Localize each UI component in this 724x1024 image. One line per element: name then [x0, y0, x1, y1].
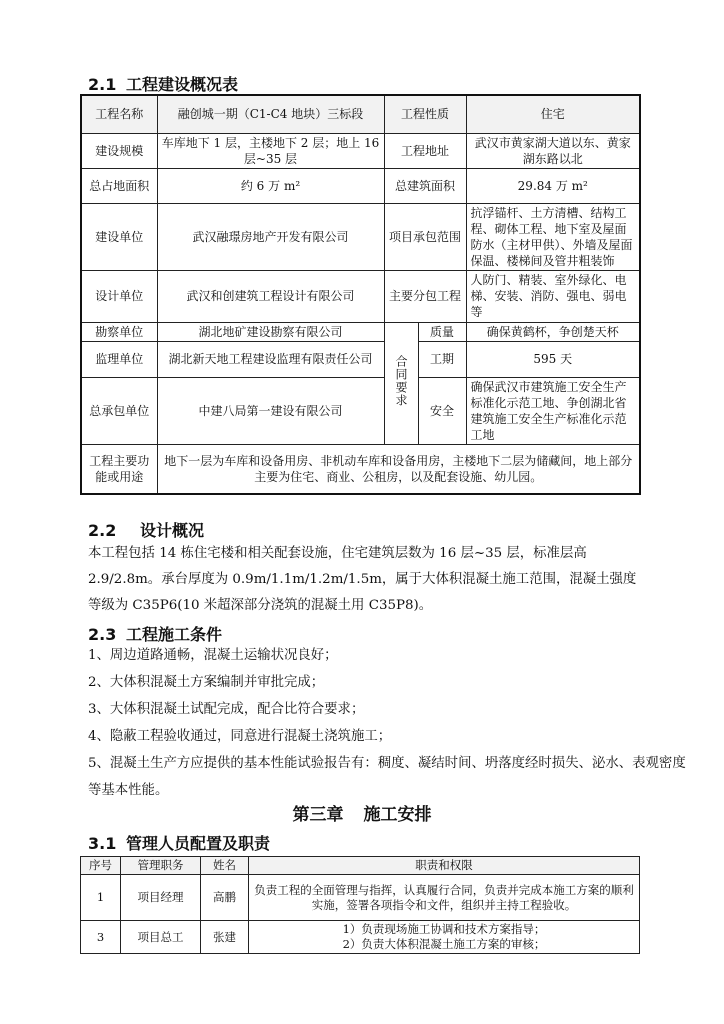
- label-cell: 工程主要功能或用途: [81, 444, 157, 494]
- label-cell: 建设单位: [81, 203, 157, 270]
- duty-cell: [249, 921, 640, 954]
- value-cell: 人防门、精装、室外绿化、电梯、安装、消防、强电、弱电等: [466, 270, 640, 322]
- section-2-2-heading: [88, 518, 204, 541]
- value-cell: 住宅: [466, 95, 640, 133]
- value-cell: 中建八局第一建设有限公司: [157, 377, 384, 444]
- value-cell: 确保武汉市建筑施工安全生产标准化示范工地、争创湖北省建筑施工安全生产标准化示范工地: [466, 377, 640, 444]
- label-cell: 总占地面积: [81, 168, 157, 203]
- label-cell: 项目承包范围: [384, 203, 466, 270]
- list-item: 5、混凝土生产方应提供的基本性能试验报告有：稠度、凝结时间、坍落度经时损失、泌水、表观密度等基本性能。: [88, 756, 686, 798]
- section-2-1-heading: [88, 72, 238, 95]
- design-overview-paragraph: 本工程包括 14 栋住宅楼和相关配套设施，住宅建筑层数为 16 层~35 层，标准层高 2.9/2.8m。承台厚度为 0.9m/1.1m/1.2m/1.5m，属于大体积混凝土施工范围，混凝土强度等级为 C35P6(10 米超深部分浇筑的混凝土用 C35P8)。: [88, 546, 637, 613]
- label-cell: 工程名称: [81, 95, 157, 133]
- chapter-number: 第三章: [292, 805, 344, 825]
- staff-responsibility-table: [80, 856, 640, 954]
- value-cell: 武汉市黄家湖大道以东、黄家湖东路以北: [466, 133, 640, 168]
- table-header-row: [81, 857, 640, 875]
- column-header: 姓名: [201, 857, 249, 875]
- name-cell: 高鹏: [201, 875, 249, 921]
- value-cell: 595 天: [466, 341, 640, 377]
- list-item: 4、隐蔽工程验收通过，同意进行混凝土浇筑施工；: [88, 729, 392, 744]
- value-cell: 车库地下 1 层，主楼地下 2 层；地上 16 层~35 层: [157, 133, 384, 168]
- value-cell: 融创城一期（C1-C4 地块）三标段: [157, 95, 384, 133]
- value-cell: 约 6 万 m²: [157, 168, 384, 203]
- label-cell: 工程地址: [384, 133, 466, 168]
- table-row: [81, 270, 640, 322]
- value-cell: 确保黄鹤杯，争创楚天杯: [466, 322, 640, 341]
- table-row: [81, 168, 640, 203]
- table-row: [81, 133, 640, 168]
- contract-requirements-label: 合同要求: [394, 355, 408, 407]
- label-cell: 监理单位: [81, 341, 157, 377]
- section-title: 设计概况: [140, 521, 205, 540]
- value-cell: 湖北新天地工程建设监理有限责任公司: [157, 341, 384, 377]
- value-cell: 武汉融璟房地产开发有限公司: [157, 203, 384, 270]
- section-number: 2.1: [88, 75, 117, 94]
- label-cell: 总承包单位: [81, 377, 157, 444]
- duty-cell: 负责工程的全面管理与指挥，认真履行合同，负责并完成本施工方案的顺利实施，签署各项指令和文件，组织并主持工程验收。: [249, 875, 640, 921]
- column-header: 职责和权限: [249, 857, 640, 875]
- construction-conditions-list: [88, 642, 688, 804]
- label-cell: 质量: [418, 322, 466, 341]
- duty-line: 2）负责大体积混凝土施工方案的审核；: [342, 937, 546, 951]
- table-row: [81, 875, 640, 921]
- value-cell: 武汉和创建筑工程设计有限公司: [157, 270, 384, 322]
- section-title: 管理人员配置及职责: [126, 834, 271, 853]
- chapter-title: 施工安排: [363, 805, 432, 825]
- list-item: 2、大体积混凝土方案编制并审批完成；: [88, 675, 325, 690]
- list-item: 3、大体积混凝土试配完成，配合比符合要求；: [88, 702, 365, 717]
- table-row: [81, 95, 640, 133]
- label-cell: 建设规模: [81, 133, 157, 168]
- table-row: [81, 444, 640, 494]
- table-row: [81, 377, 640, 444]
- number-cell: 3: [81, 921, 121, 954]
- value-cell: 地下一层为车库和设备用房、非机动车库和设备用房，主楼地下二层为储藏间，地上部分主要为住宅、商业、公租房，以及配套设施、幼儿园。: [157, 444, 640, 494]
- value-cell: 29.84 万 m²: [466, 168, 640, 203]
- table-row: [81, 341, 640, 377]
- role-cell: 项目总工: [121, 921, 201, 954]
- section-title: 工程建设概况表: [126, 75, 239, 94]
- table-row: [81, 322, 640, 341]
- name-cell: 张建: [201, 921, 249, 954]
- table-row: [81, 203, 640, 270]
- column-header: 管理职务: [121, 857, 201, 875]
- contract-requirements-cell: [384, 322, 418, 444]
- label-cell: 工程性质: [384, 95, 466, 133]
- label-cell: 安全: [418, 377, 466, 444]
- section-number: 2.2: [88, 521, 117, 540]
- label-cell: 工期: [418, 341, 466, 377]
- table-row: [81, 921, 640, 954]
- value-cell: 湖北地矿建设勘察有限公司: [157, 322, 384, 341]
- duty-line: 1）负责现场施工协调和技术方案指导；: [342, 922, 546, 936]
- section-number: 3.1: [88, 834, 117, 853]
- number-cell: 1: [81, 875, 121, 921]
- section-title: 工程施工条件: [126, 625, 223, 644]
- section-number: 2.3: [88, 625, 117, 644]
- label-cell: 主要分包工程: [384, 270, 466, 322]
- label-cell: 设计单位: [81, 270, 157, 322]
- column-header: 序号: [81, 857, 121, 875]
- label-cell: 总建筑面积: [384, 168, 466, 203]
- label-cell: 勘察单位: [81, 322, 157, 341]
- value-cell: 抗浮锚杆、土方清槽、结构工程、砌体工程、地下室及屋面防水（主材甲供）、外墙及屋面保温、楼梯间及管井粗装饰: [466, 203, 640, 270]
- chapter-3-heading: [0, 800, 724, 825]
- section-3-1-heading: [88, 831, 270, 854]
- project-overview-table: [80, 94, 641, 495]
- role-cell: 项目经理: [121, 875, 201, 921]
- list-item: 1、周边道路通畅，混凝土运输状况良好；: [88, 648, 338, 663]
